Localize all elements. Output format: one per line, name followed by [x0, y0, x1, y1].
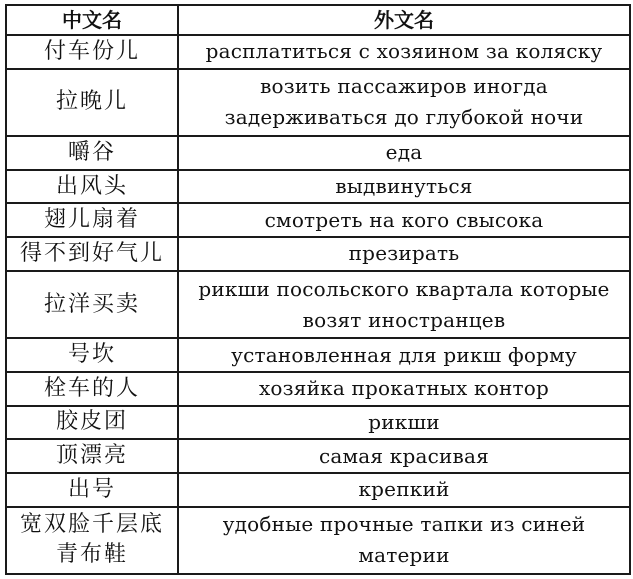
chinese-term-cell: 顶漂亮	[6, 439, 178, 473]
russian-term-cell: рикши посольского квартала которые возят иностранцев	[178, 271, 630, 338]
chinese-term-cell: 出号	[6, 473, 178, 507]
table-row	[6, 439, 630, 473]
table-row	[6, 69, 630, 136]
russian-term-cell: возить пассажиров иногда задерживаться до глубокой ночи	[178, 69, 630, 136]
chinese-term-cell: 付车份儿	[6, 35, 178, 69]
header-chinese-name: 中文名	[6, 5, 178, 35]
table-row	[6, 473, 630, 507]
table-row	[6, 203, 630, 237]
table-row	[6, 507, 630, 574]
table-row	[6, 35, 630, 69]
russian-term-cell: крепкий	[178, 473, 630, 507]
russian-term-cell: удобные прочные тапки из синей материи	[178, 507, 630, 574]
table-row	[6, 237, 630, 271]
header-foreign-name: 外文名	[178, 5, 630, 35]
russian-term-cell: самая красивая	[178, 439, 630, 473]
chinese-term-cell: 拉晚儿	[6, 69, 178, 136]
russian-term-cell: смотреть на кого свысока	[178, 203, 630, 237]
table-row	[6, 271, 630, 338]
chinese-term-cell: 胶皮团	[6, 406, 178, 440]
vocabulary-table	[5, 4, 631, 575]
russian-term-cell: установленная для рикш форму	[178, 338, 630, 372]
chinese-term-cell: 出风头	[6, 170, 178, 204]
table-row	[6, 170, 630, 204]
russian-term-cell: выдвинуться	[178, 170, 630, 204]
chinese-term-cell: 宽双脸千层底青布鞋	[6, 507, 178, 574]
chinese-term-cell: 嚼谷	[6, 136, 178, 170]
chinese-term-cell: 号坎	[6, 338, 178, 372]
table-row	[6, 372, 630, 406]
table-row	[6, 406, 630, 440]
russian-term-cell: презирать	[178, 237, 630, 271]
chinese-term-cell: 翅儿扇着	[6, 203, 178, 237]
chinese-term-cell: 拉洋买卖	[6, 271, 178, 338]
russian-term-cell: рикши	[178, 406, 630, 440]
russian-term-cell: еда	[178, 136, 630, 170]
russian-term-cell: расплатиться с хозяином за коляску	[178, 35, 630, 69]
table-row	[6, 136, 630, 170]
chinese-term-cell: 栓车的人	[6, 372, 178, 406]
russian-term-cell: хозяйка прокатных контор	[178, 372, 630, 406]
chinese-term-cell: 得不到好气儿	[6, 237, 178, 271]
vocabulary-table-container	[5, 4, 629, 575]
header-row	[6, 5, 630, 35]
table-row	[6, 338, 630, 372]
